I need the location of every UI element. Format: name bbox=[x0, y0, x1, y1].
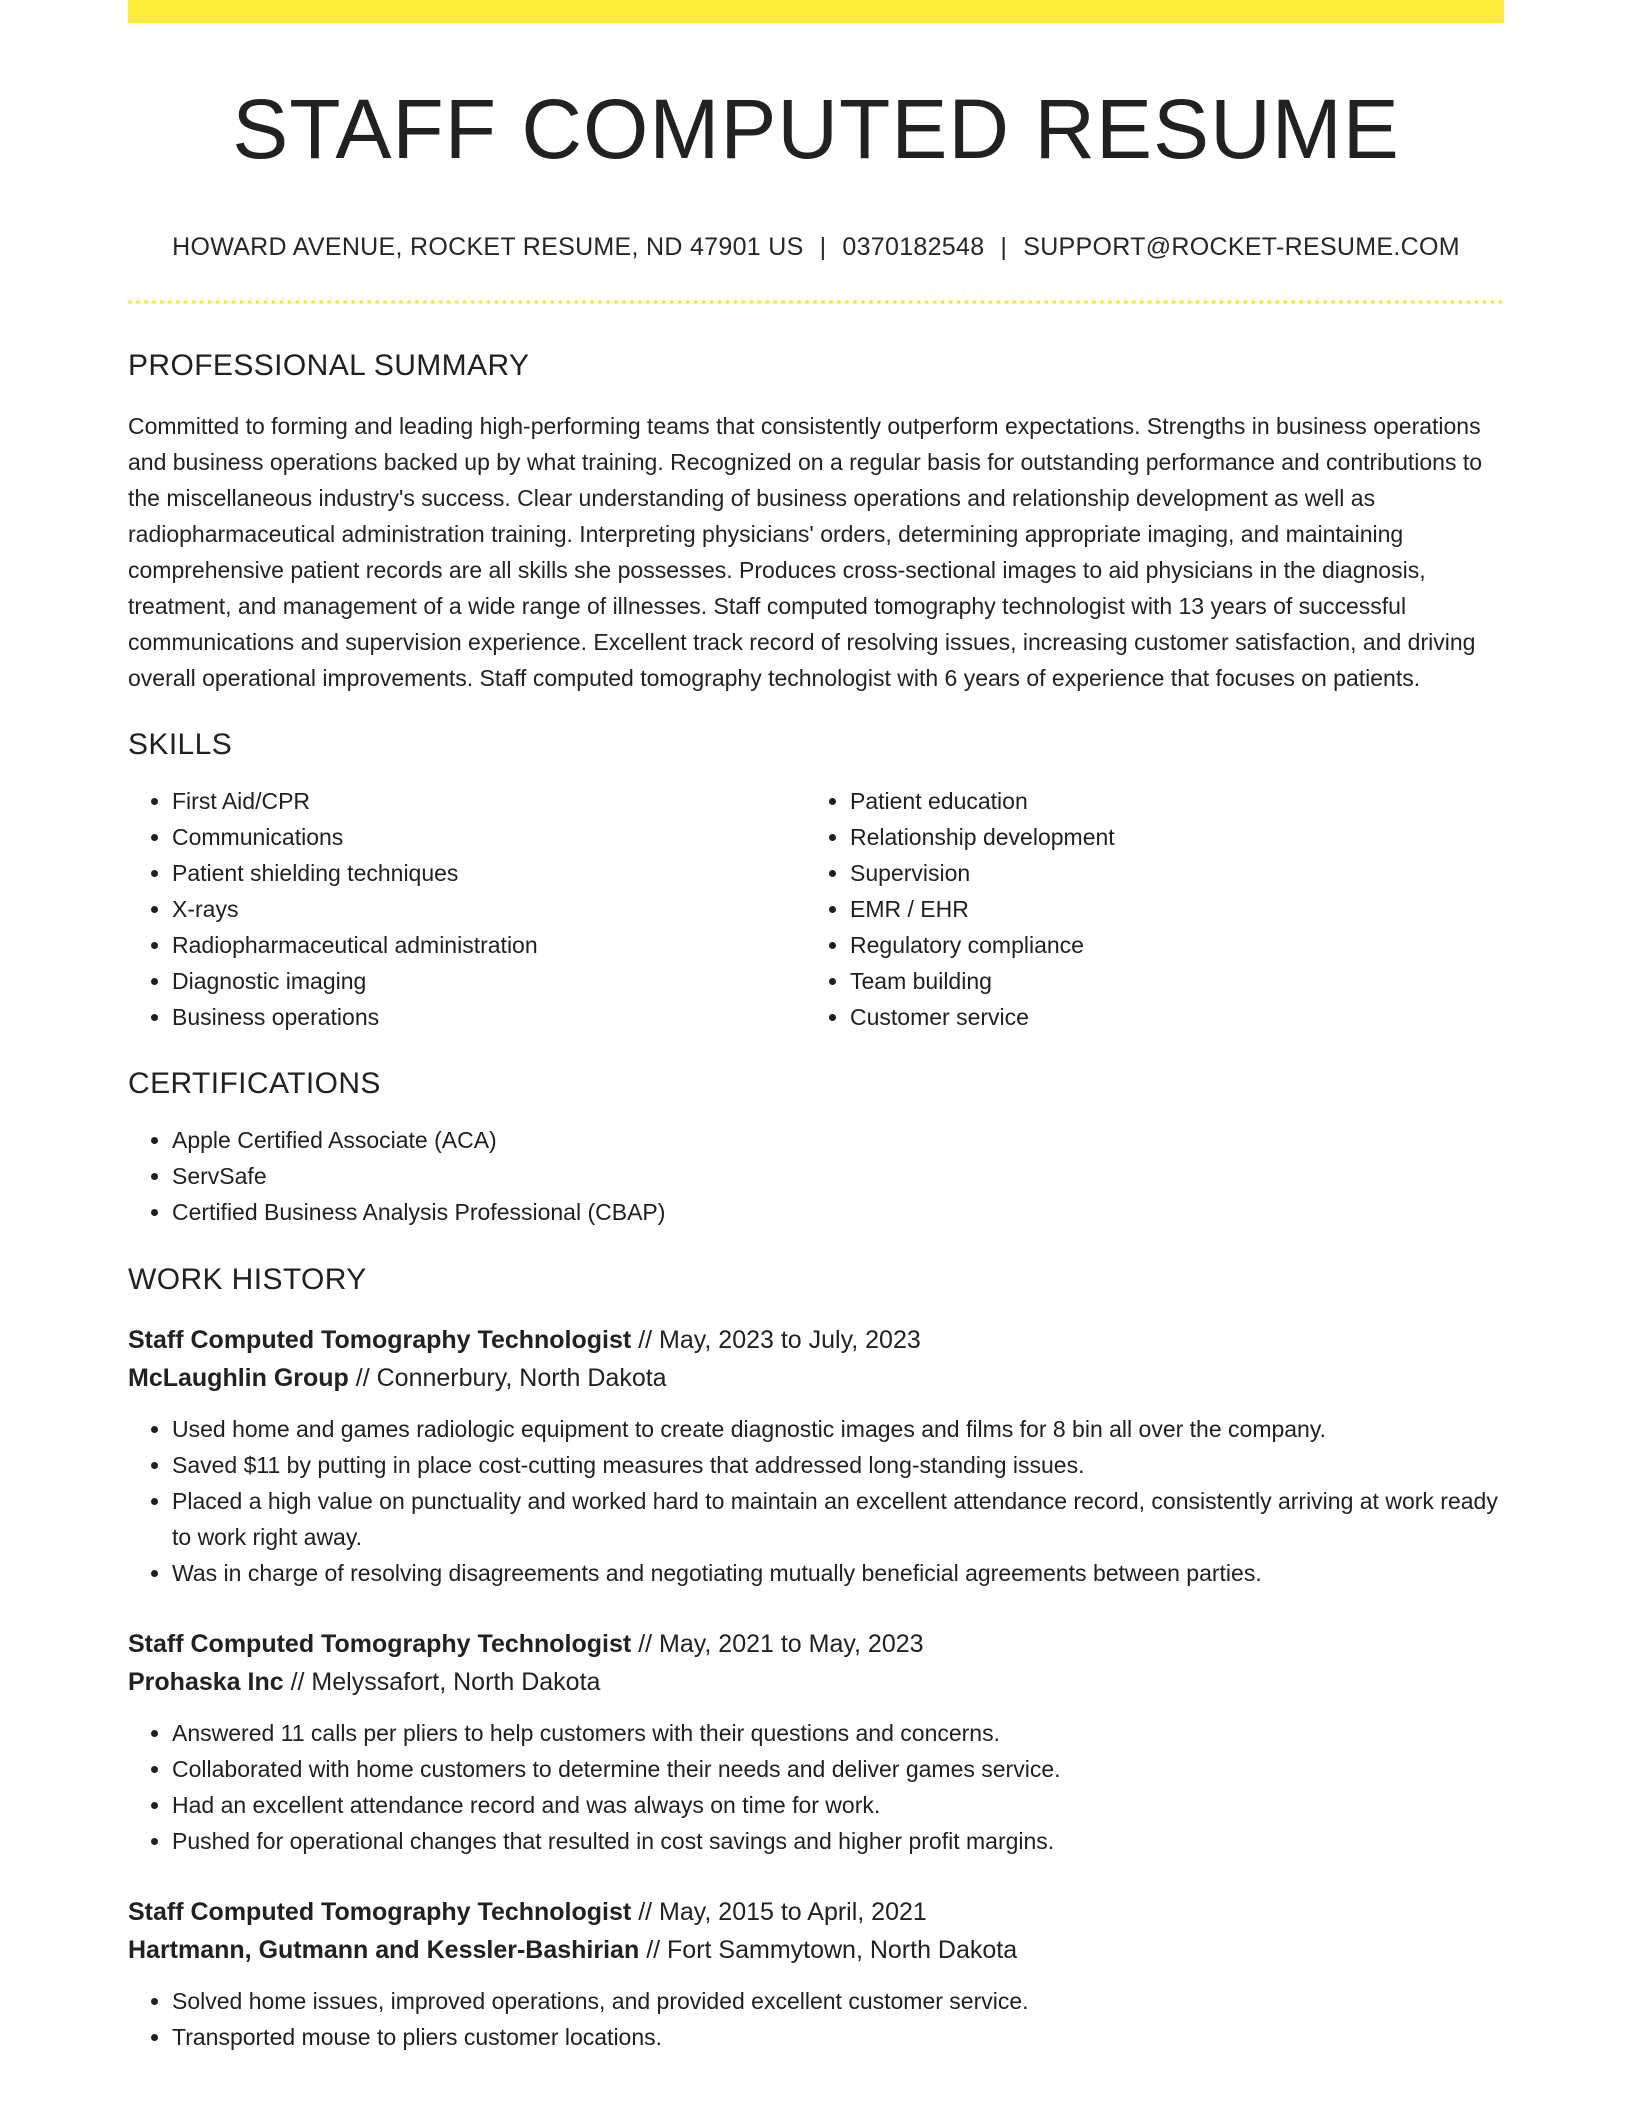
job-location: // Melyssafort, North Dakota bbox=[290, 1668, 601, 1697]
job-task-list bbox=[128, 1411, 1504, 1591]
skill-item: • Radiopharmaceutical administration bbox=[172, 927, 806, 963]
job-company-line bbox=[128, 1931, 1504, 1969]
job-task: • Solved home issues, improved operations, and provided excellent customer service. bbox=[172, 1983, 1504, 2019]
job-task: • Had an excellent attendance record and was always on time for work. bbox=[172, 1787, 1504, 1823]
skill-item: • Diagnostic imaging bbox=[172, 963, 806, 999]
job-dates: // May, 2015 to April, 2021 bbox=[638, 1898, 927, 1927]
skill-item: • Team building bbox=[850, 963, 1484, 999]
job-company: Hartmann, Gutmann and Kessler-Bashirian bbox=[128, 1936, 640, 1965]
contact-separator: | bbox=[819, 233, 827, 262]
contact-email[interactable]: SUPPORT@ROCKET-RESUME.COM bbox=[1023, 233, 1460, 262]
certification-item: • Certified Business Analysis Professional (CBAP) bbox=[172, 1194, 1504, 1230]
job-company-line bbox=[128, 1359, 1504, 1397]
summary-text: Committed to forming and leading high-performing teams that consistently outperform expectations. Strengths in business operations and business operations backed up by what training. Recognized on a regular basis for outstanding performance and contributions to the miscellaneous industry's success. Clear understanding of business operations and relationship development as well as radiopharmaceutical administration training. Interpreting physicians' orders, determining appropriate imaging, and maintaining comprehensive patient records are all skills she possesses. Produces cross-sectional images to aid physicians in the diagnosis, treatment, and management of a wide range of illnesses. Staff computed tomography technologist with 13 years of successful communications and supervision experience. Excellent track record of resolving issues, increasing customer satisfaction, and driving overall operational improvements. Staff computed tomography technologist with 6 years of experience that focuses on patients. bbox=[128, 413, 1483, 692]
contact-separator: | bbox=[1000, 233, 1008, 262]
header-divider bbox=[128, 300, 1504, 304]
skill-item: • Relationship development bbox=[850, 819, 1484, 855]
job-task-list bbox=[128, 1983, 1504, 2055]
job-title-line bbox=[128, 1625, 1504, 1663]
skill-item: • First Aid/CPR bbox=[172, 783, 806, 819]
job-task: • Collaborated with home customers to determine their needs and deliver games service. bbox=[172, 1751, 1504, 1787]
section-heading-work-history: WORK HISTORY bbox=[128, 1263, 367, 1297]
skill-item: • Business operations bbox=[172, 999, 806, 1035]
job-entry bbox=[128, 1625, 1504, 1859]
job-title-line bbox=[128, 1893, 1504, 1931]
certification-item: • ServSafe bbox=[172, 1158, 1504, 1194]
skills-column-left bbox=[128, 783, 806, 1035]
section-heading-skills: SKILLS bbox=[128, 728, 233, 762]
job-company-line bbox=[128, 1663, 1504, 1701]
job-company: Prohaska Inc bbox=[128, 1668, 284, 1697]
skill-item: • Patient shielding techniques bbox=[172, 855, 806, 891]
job-task: • Pushed for operational changes that resulted in cost savings and higher profit margins. bbox=[172, 1823, 1504, 1859]
job-title-line bbox=[128, 1321, 1504, 1359]
skills-list bbox=[128, 783, 1504, 1035]
job-task: • Answered 11 calls per pliers to help customers with their questions and concerns. bbox=[172, 1715, 1504, 1751]
resume-title: STAFF COMPUTED RESUME bbox=[232, 82, 1400, 176]
certifications-list bbox=[128, 1122, 1504, 1230]
job-task: • Placed a high value on punctuality and worked hard to maintain an excellent attendance record, consistently arriving at work ready to work right away. bbox=[172, 1483, 1504, 1555]
contact-address: HOWARD AVENUE, ROCKET RESUME, ND 47901 US bbox=[172, 233, 804, 262]
job-entry bbox=[128, 1893, 1504, 2055]
job-company: McLaughlin Group bbox=[128, 1364, 349, 1393]
job-title: Staff Computed Tomography Technologist bbox=[128, 1630, 632, 1659]
contact-line bbox=[128, 233, 1504, 262]
skill-item: • Communications bbox=[172, 819, 806, 855]
job-task: • Used home and games radiologic equipment to create diagnostic images and films for 8 bin all over the company. bbox=[172, 1411, 1504, 1447]
job-dates: // May, 2023 to July, 2023 bbox=[638, 1326, 921, 1355]
job-entry bbox=[128, 1321, 1504, 1591]
job-task-list bbox=[128, 1715, 1504, 1859]
job-task: • Transported mouse to pliers customer locations. bbox=[172, 2019, 1504, 2055]
section-heading-certifications: CERTIFICATIONS bbox=[128, 1067, 381, 1101]
job-title: Staff Computed Tomography Technologist bbox=[128, 1326, 632, 1355]
job-location: // Connerbury, North Dakota bbox=[355, 1364, 667, 1393]
skill-item: • Supervision bbox=[850, 855, 1484, 891]
job-task: • Was in charge of resolving disagreements and negotiating mutually beneficial agreements between parties. bbox=[172, 1555, 1504, 1591]
skills-column-right bbox=[806, 783, 1484, 1035]
job-dates: // May, 2021 to May, 2023 bbox=[638, 1630, 924, 1659]
skill-item: • Regulatory compliance bbox=[850, 927, 1484, 963]
resume-page bbox=[128, 0, 1504, 2055]
certification-item: • Apple Certified Associate (ACA) bbox=[172, 1122, 1504, 1158]
skill-item: • X-rays bbox=[172, 891, 806, 927]
accent-top-bar bbox=[128, 0, 1504, 23]
section-heading-summary: PROFESSIONAL SUMMARY bbox=[128, 349, 530, 383]
skill-item: • Patient education bbox=[850, 783, 1484, 819]
skill-item: • EMR / EHR bbox=[850, 891, 1484, 927]
job-title: Staff Computed Tomography Technologist bbox=[128, 1898, 632, 1927]
job-task: • Saved $11 by putting in place cost-cutting measures that addressed long-standing issues. bbox=[172, 1447, 1504, 1483]
skill-item: • Customer service bbox=[850, 999, 1484, 1035]
contact-phone: 0370182548 bbox=[842, 233, 985, 262]
job-location: // Fort Sammytown, North Dakota bbox=[646, 1936, 1018, 1965]
